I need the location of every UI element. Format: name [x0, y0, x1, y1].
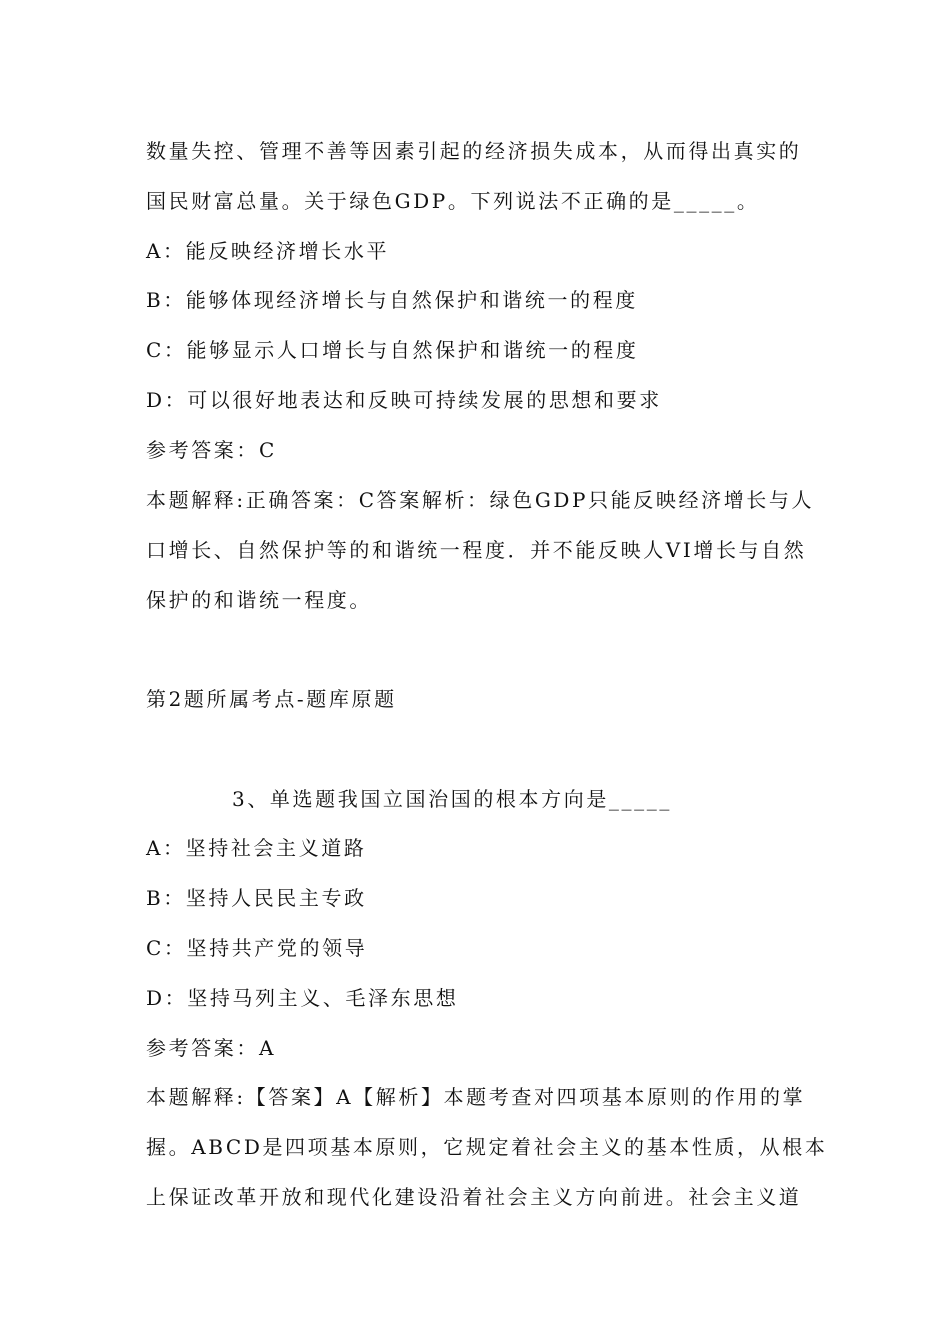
- q3-option-a: A：坚持社会主义道路: [146, 836, 367, 860]
- q3-explanation-line1: 本题解释:【答案】A【解析】本题考查对四项基本原则的作用的掌: [146, 1085, 806, 1109]
- q3-explanation-line2: 握。ABCD是四项基本原则，它规定着社会主义的基本性质，从根本: [146, 1135, 828, 1159]
- q3-option-c: C：坚持共产党的领导: [146, 936, 368, 960]
- q2-answer: 参考答案：C: [146, 438, 277, 462]
- q2-explanation-line3: 保护的和谐统一程度。: [146, 588, 372, 612]
- q3-explanation-line3: 上保证改革开放和现代化建设沿着社会主义方向前进。社会主义道: [146, 1185, 802, 1209]
- q3-option-d: D：坚持马列主义、毛泽东思想: [146, 986, 459, 1010]
- q2-explanation-line1: 本题解释:正确答案：C答案解析：绿色GDP只能反映经济增长与人: [146, 488, 815, 512]
- q3-answer: 参考答案：A: [146, 1036, 277, 1060]
- q2-option-d: D：可以很好地表达和反映可持续发展的思想和要求: [146, 388, 662, 412]
- q2-explanation-line2: 口增长、自然保护等的和谐统一程度．并不能反映人VI增长与自然: [146, 538, 807, 562]
- q3-option-b: B：坚持人民民主专政: [146, 886, 367, 910]
- q2-option-b: B：能够体现经济增长与自然保护和谐统一的程度: [146, 288, 638, 312]
- q3-title: 3、单选题我国立国治国的根本方向是_____: [232, 787, 672, 811]
- q2-stem-line1: 数量失控、管理不善等因素引起的经济损失成本，从而得出真实的: [146, 139, 802, 163]
- q2-knowledge-point: 第2题所属考点-题库原题: [146, 687, 397, 711]
- q2-option-c: C：能够显示人口增长与自然保护和谐统一的程度: [146, 338, 639, 362]
- q2-stem-line2: 国民财富总量。关于绿色GDP。下列说法不正确的是_____。: [146, 189, 760, 213]
- q2-option-a: A：能反映经济增长水平: [146, 239, 390, 263]
